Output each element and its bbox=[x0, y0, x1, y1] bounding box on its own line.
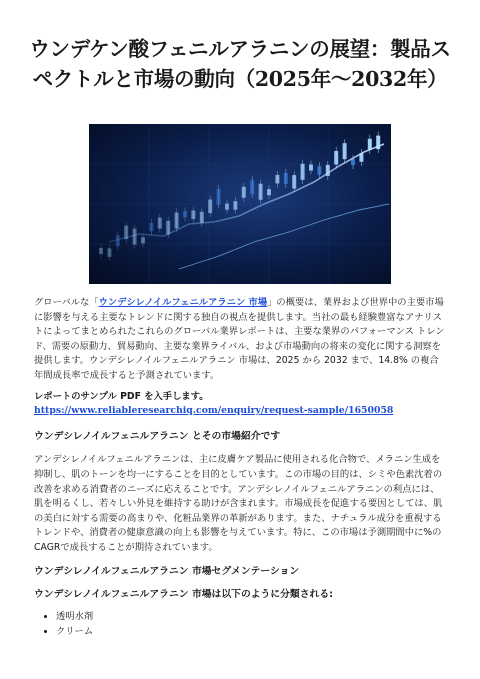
candle-body bbox=[301, 164, 305, 180]
intro-text: 」の概要は、業界および世界中の主要市場に影響を与える主要なトレンドに関する独自の視点を提供します。当社の最も経験豊富なアナリストによってまとめられたこれらのグローバル業界レポートは、主要な業界のパフォーマンス トレンド、需要の原動力、貿易動向、主要な業界ライバル、および市場動向の将来の変化に関する洞察を提供します。ウンデシレノイルフェニルアラニン 市場は、2025 から 2032 まで、14.8% の複合年間成長率で成長すると予測されています。 bbox=[34, 297, 445, 381]
candle-body bbox=[191, 211, 195, 220]
candle-body bbox=[107, 248, 111, 256]
sample-link[interactable]: https://www.reliableresearchiq.com/enquiry/request-sample/1650058 bbox=[34, 405, 394, 417]
section-intro-heading: ウンデシレノイルフェニルアラニン とその市場紹介です bbox=[34, 430, 281, 442]
candle-body bbox=[217, 189, 221, 205]
candle-body bbox=[149, 223, 153, 232]
list-item: • 透明水剤 bbox=[56, 609, 446, 624]
page-title bbox=[28, 34, 452, 94]
candle-body bbox=[267, 189, 271, 195]
sample-request bbox=[34, 390, 446, 419]
segmentation-heading: ウンデシレノイルフェニルアラニン 市場セグメンテーション bbox=[34, 565, 300, 577]
candle-body bbox=[233, 201, 237, 210]
candle-body bbox=[242, 187, 246, 198]
candle-body bbox=[175, 212, 179, 228]
candle-body bbox=[275, 175, 279, 184]
intro-paragraph bbox=[34, 296, 446, 384]
list-item: • クリーム bbox=[56, 624, 446, 639]
intro-prefix: グローバルな「 bbox=[34, 297, 99, 308]
candle-body bbox=[133, 229, 137, 245]
candle-body bbox=[166, 221, 170, 235]
candle-body bbox=[368, 139, 372, 150]
candle-body bbox=[141, 237, 145, 243]
market-link[interactable]: ウンデシレノイルフェニルアラニン 市場 bbox=[98, 297, 268, 308]
title-line-1: ウンデケン酸フェニルアラニンの展望：製品ス bbox=[29, 37, 451, 61]
candle-body bbox=[334, 151, 338, 165]
candle-body bbox=[259, 184, 263, 200]
classification-heading: ウンデシレノイルフェニルアラニン 市場は以下のように分類される: bbox=[34, 589, 334, 601]
stock-chart-image bbox=[89, 124, 391, 284]
sample-label: レポートのサンプル PDF を入手します。 bbox=[34, 390, 209, 402]
candle-body bbox=[250, 180, 254, 194]
article-body bbox=[34, 296, 446, 639]
candle-body bbox=[309, 165, 313, 171]
section-intro-body: アンデシレノイルフェニルアラニンは、主に皮膚ケア製品に使用される化合物で、メラニン生成を抑制し、肌のトーンを均一にすることを目的としています。この市場の目的は、シミや色素沈着の改善を求める消費者のニーズに応えることです。アンデシレノイルフェニルアラニンの利点には、肌を明るくし、若々しい外見を維持する助けが含まれます。市場成長を促進する要因としては、肌の美白に対する需要の高まりや、化粧品業界の革新があります。また、ナチュラル成分を重視するトレンドや、消費者の健康意識の向上も影響を与えています。特に、この市場は予測期間中に%のCAGRで成長することが期待されています。 bbox=[34, 454, 443, 553]
candle-body bbox=[284, 173, 288, 184]
candle-body bbox=[343, 143, 347, 159]
title-years: 2025年〜2032年 bbox=[254, 67, 428, 91]
candle-body bbox=[351, 159, 355, 165]
candle-body bbox=[99, 248, 103, 254]
title-line-2-prefix: ペクトルと市場の動向（ bbox=[32, 67, 255, 91]
type-list bbox=[34, 609, 446, 639]
candle-body bbox=[200, 212, 204, 223]
candle-body bbox=[292, 175, 296, 189]
candle-body bbox=[183, 211, 187, 217]
title-line-2-suffix: ） bbox=[427, 67, 448, 91]
candle-body bbox=[317, 166, 321, 175]
candle-body bbox=[208, 200, 212, 214]
candle-body bbox=[158, 218, 162, 229]
candle-body bbox=[225, 204, 229, 210]
